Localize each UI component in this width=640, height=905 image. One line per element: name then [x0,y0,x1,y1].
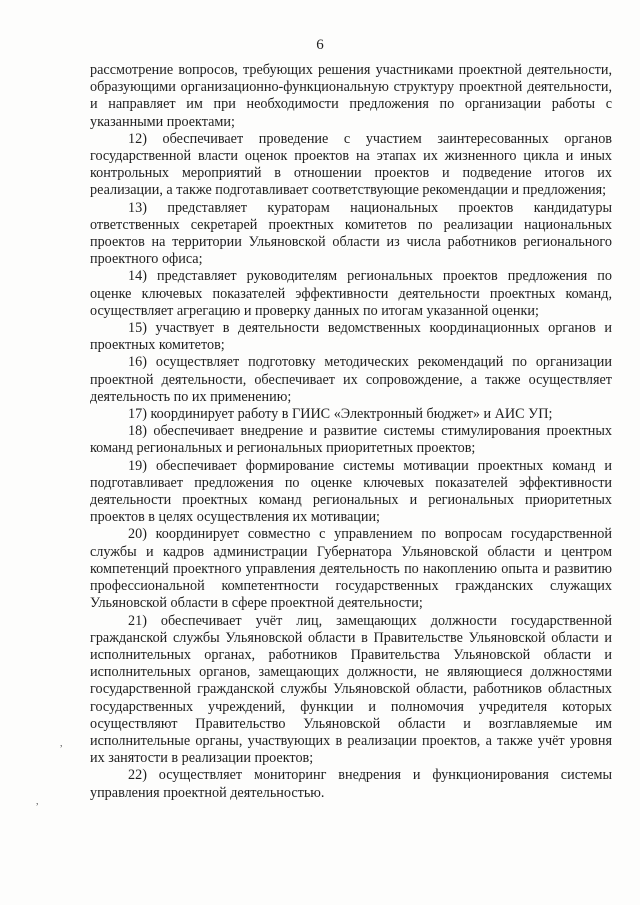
paragraph-item-21: 21) обеспечивает учёт лиц, замещающих должности государственной гражданской службы Ульяновской области в Правительстве Ульяновской области и исполнительных органах, работников Правительства Ульяновской области и исполнительных органов, замещающих должности, не являющиеся должностями государственной гражданской службы Ульяновской области, работников областных государственных учреждений, функции и полномочия учредителя которых осуществляют Правительство Ульяновской области и возглавляемые им исполнительные органы, участвующих в реализации проектов, а также учёт уровня их занятости в реализации проектов; [90,612,612,767]
paragraph-item-13: 13) представляет кураторам национальных проектов кандидатуры ответственных секретарей проектных комитетов по реализации национальных проектов на территории Ульяновской области из числа работников регионального проектного офиса; [90,199,612,268]
paragraph-item-14: 14) представляет руководителям региональных проектов предложения по оценке ключевых показателей эффективности деятельности проектных команд, осуществляет агрегацию и проверку данных по итогам указанной оценки; [90,268,612,319]
paragraph-item-18: 18) обеспечивает внедрение и развитие системы стимулирования проектных команд региональных и региональных приоритетных проектов; [90,423,612,457]
paragraph-item-22: 22) осуществляет мониторинг внедрения и функционирования системы управления проектной деятельностью. [90,767,612,801]
paragraph-continuation: рассмотрение вопросов, требующих решения участниками проектной деятельности, образующими организационно-функциональную структуру проектной деятельности, и направляет им при необходимости предложения по организации работы с указанными проектами; [90,62,612,130]
document-body [90,62,612,802]
page-number: 6 [316,37,324,53]
paragraph-item-20: 20) координирует совместно с управлением по вопросам государственной службы и кадров администрации Губернатора Ульяновской области и центром компетенций проектного управления деятельность по накоплению опыта и развитию профессиональной компетентности государственных гражданских служащих Ульяновской области в сфере проектной деятельности; [90,526,612,612]
paragraph-item-17: 17) координирует работу в ГИИС «Электронный бюджет» и АИС УП; [128,406,553,423]
scan-speck: , [36,796,39,807]
scan-speck: , [60,738,63,749]
paragraph-item-12: 12) обеспечивает проведение с участием заинтересованных органов государственной власти оценок проектов на этапах их жизненного цикла и иных контрольных мероприятий в отношении проектов и подведение итогов их реализации, а также подготавливает соответствующие рекомендации и предложения; [90,130,612,199]
paragraph-item-15: 15) участвует в деятельности ведомственных координационных органов и проектных комитетов; [90,320,612,354]
paragraph-item-19: 19) обеспечивает формирование системы мотивации проектных команд и подготавливает предложения по оценке ключевых показателей эффективности деятельности проектных команд региональных и региональных приоритетных проектов в целях осуществления их мотивации; [90,457,612,526]
paragraph-item-16: 16) осуществляет подготовку методических рекомендаций по организации проектной деятельности, обеспечивает их сопровождение, а также осуществляет деятельность по их применению; [90,354,612,405]
